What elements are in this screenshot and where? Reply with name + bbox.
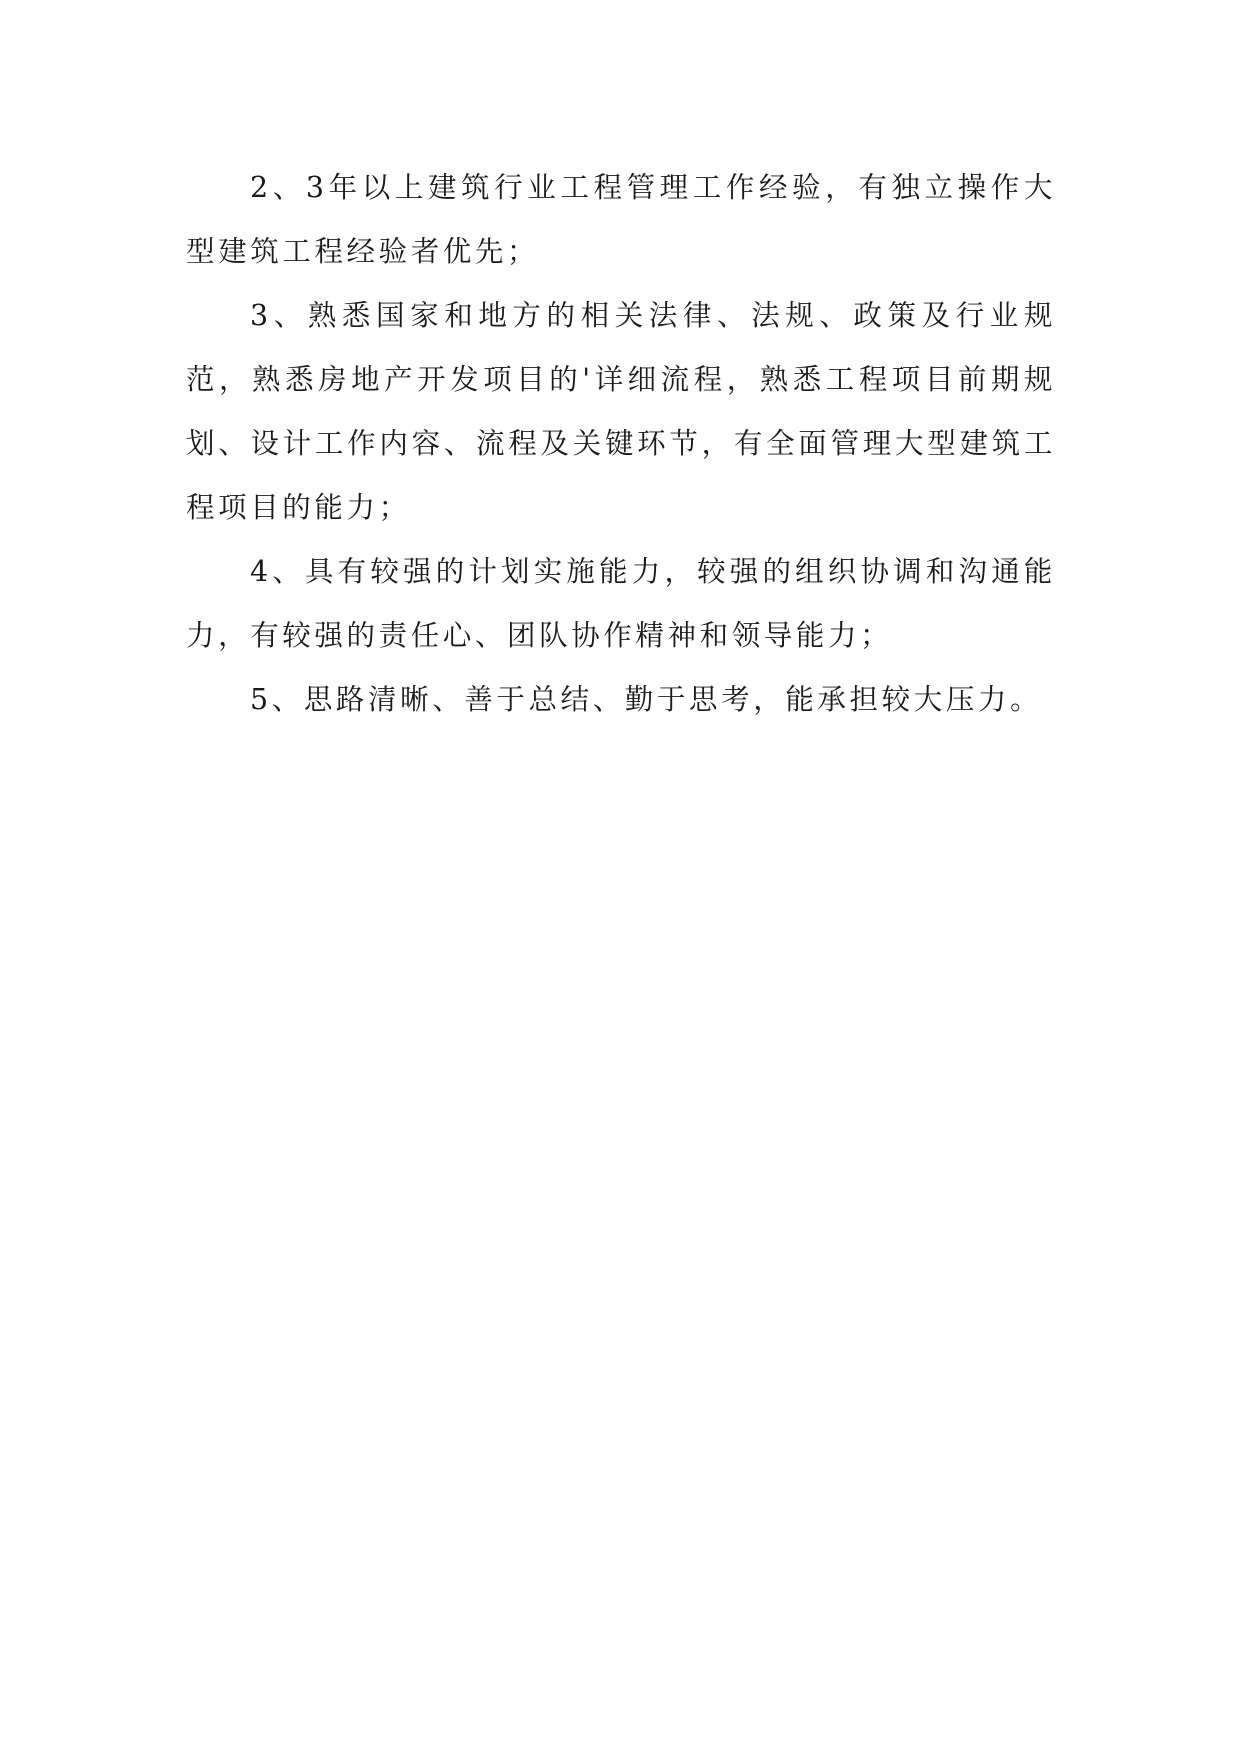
requirement-paragraph-4: 4、具有较强的计划实施能力，较强的组织协调和沟通能力，有较强的责任心、团队协作精神和领导能力； (186, 555, 1056, 652)
requirement-paragraph-3: 3、熟悉国家和地方的相关法律、法规、政策及行业规范，熟悉房地产开发项目的'详细流程，熟悉工程项目前期规划、设计工作内容、流程及关键环节，有全面管理大型建筑工程项目的能力； (186, 299, 1056, 524)
requirement-paragraph-5: 5、思路清晰、善于总结、勤于思考，能承担较大压力。 (250, 683, 1043, 716)
requirement-paragraph-2: 2、3年以上建筑行业工程管理工作经验，有独立操作大型建筑工程经验者优先； (186, 171, 1056, 268)
document-body (186, 156, 1056, 732)
